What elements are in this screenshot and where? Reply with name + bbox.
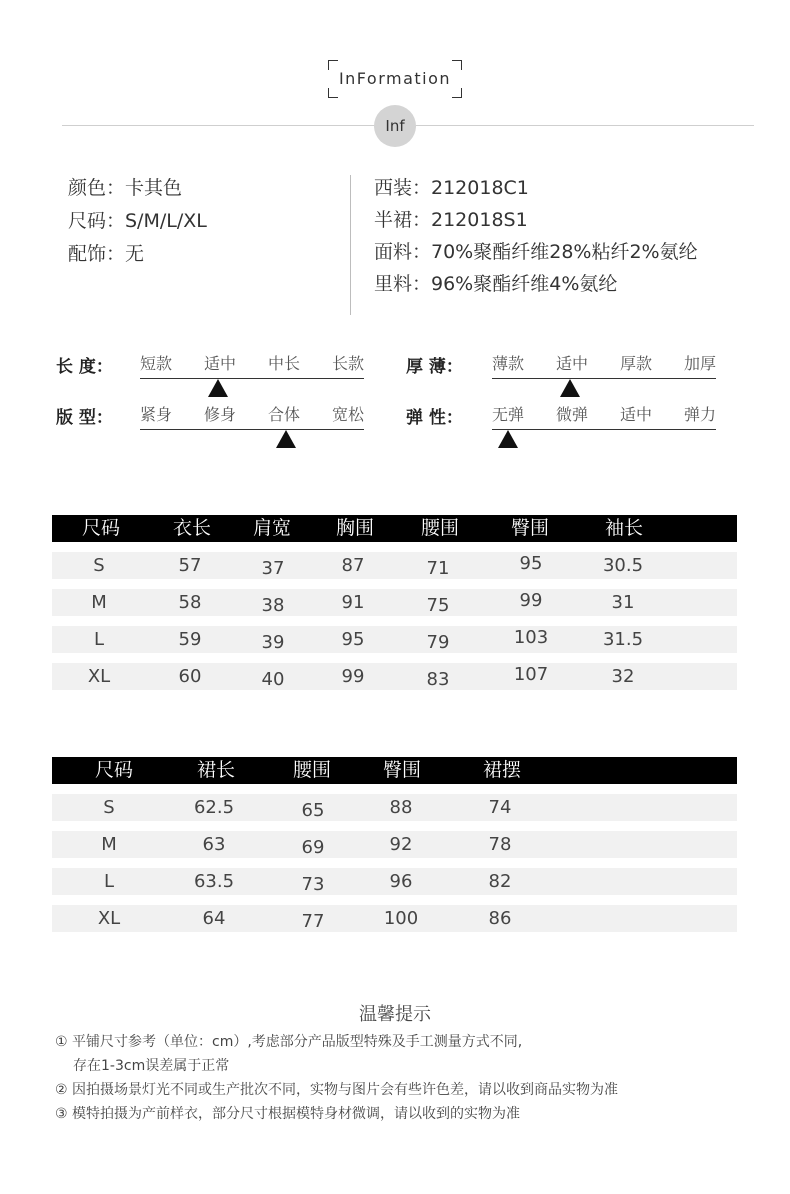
column-header: 肩宽 (252, 517, 292, 539)
table-cell: 32 (611, 666, 635, 687)
table-cell: 73 (301, 874, 325, 895)
table-cell: 77 (301, 911, 325, 932)
elasticity-option: 弹力 (683, 405, 716, 424)
table-row (52, 552, 737, 579)
thickness-option: 加厚 (683, 354, 716, 373)
table-cell: L (93, 629, 105, 650)
table-cell: 79 (426, 632, 450, 653)
column-header: 尺码 (81, 517, 121, 539)
table-cell: 82 (488, 871, 512, 892)
fit-option: 修身 (203, 405, 236, 424)
column-header: 胸围 (335, 517, 375, 539)
table-cell: 65 (301, 800, 325, 821)
table-cell: 71 (426, 558, 450, 579)
column-header: 裙长 (196, 759, 236, 781)
suit-code: 西装：212018C1 (374, 177, 529, 199)
table-cell: 87 (341, 555, 365, 576)
table-cell: 63.5 (193, 871, 235, 892)
scale-line (140, 378, 364, 379)
table-cell: 78 (488, 834, 512, 855)
fit-option: 宽松 (331, 405, 364, 424)
table-cell: S (103, 797, 115, 818)
elasticity-indicator-arrow-icon (498, 430, 518, 448)
elasticity-option: 微弹 (555, 405, 588, 424)
inf-badge: Inf (374, 105, 416, 147)
fit-indicator-arrow-icon (276, 430, 296, 448)
tip-note: 存在1-3cm误差属于正常 (73, 1058, 230, 1074)
table-row (52, 868, 737, 895)
table-cell: 96 (389, 871, 413, 892)
column-header: 腰围 (292, 759, 332, 781)
table-cell: 31 (611, 592, 635, 613)
elasticity-option: 无弹 (492, 405, 525, 424)
table-row (52, 626, 737, 653)
table-cell: 74 (488, 797, 512, 818)
table-cell: 57 (178, 555, 202, 576)
tip-note: ② 因拍摄场景灯光不同或生产批次不同，实物与图片会有些许色差，请以收到商品实物为准 (55, 1082, 618, 1098)
table-row (52, 831, 737, 858)
table-row (52, 794, 737, 821)
accessory-info: 配饰：无 (68, 243, 145, 265)
length-option: 中长 (267, 354, 300, 373)
length-option: 短款 (140, 354, 173, 373)
thickness-option: 适中 (555, 354, 588, 373)
skirt-code: 半裙：212018S1 (374, 209, 528, 231)
product-info-left (68, 172, 207, 271)
table-cell: 103 (513, 627, 549, 648)
product-info-right (374, 172, 698, 300)
table-cell: 69 (301, 837, 325, 858)
table-cell: 38 (261, 595, 285, 616)
size-info: 尺码：S/M/L/XL (68, 210, 207, 232)
fit-scale (140, 403, 364, 430)
fit-label: 版 型： (56, 408, 113, 428)
frame-corner (328, 88, 338, 98)
color-info: 颜色：卡其色 (68, 177, 183, 199)
table-cell: 100 (383, 908, 419, 929)
table-cell: 83 (426, 669, 450, 690)
table-cell: 63 (202, 834, 226, 855)
column-header: 衣长 (172, 517, 212, 539)
thickness-label: 厚 薄： (406, 357, 463, 377)
fit-option: 合体 (267, 405, 300, 424)
table-cell: S (93, 555, 105, 576)
skirt-size-table (52, 757, 737, 932)
table-header (52, 757, 737, 784)
thickness-indicator-arrow-icon (560, 379, 580, 397)
table-row (52, 589, 737, 616)
table-cell: 40 (261, 669, 285, 690)
table-cell: L (103, 871, 115, 892)
info-title-frame (328, 60, 462, 98)
table-cell: XL (97, 908, 121, 929)
scale-line (140, 429, 364, 430)
length-indicator-arrow-icon (208, 379, 228, 397)
jacket-size-table (52, 515, 737, 690)
tips-title: 温馨提示 (359, 1004, 431, 1025)
thickness-option: 厚款 (619, 354, 652, 373)
table-cell: 39 (261, 632, 285, 653)
scale-line (492, 378, 716, 379)
table-row (52, 663, 737, 690)
table-cell: 62.5 (193, 797, 235, 818)
column-header: 袖长 (604, 517, 644, 539)
fit-option: 紧身 (140, 405, 173, 424)
length-option: 长款 (331, 354, 364, 373)
frame-corner (452, 88, 462, 98)
column-header: 臀围 (382, 759, 422, 781)
elasticity-label: 弹 性： (406, 408, 463, 428)
column-header: 尺码 (94, 759, 134, 781)
table-cell: 99 (519, 590, 543, 611)
tips-notes (55, 1030, 618, 1126)
table-cell: 31.5 (602, 629, 644, 650)
tip-note: ① 平铺尺寸参考（单位：cm）,考虑部分产品版型特殊及手工测量方式不同, (55, 1034, 523, 1050)
scale-line (492, 429, 716, 430)
length-option: 适中 (203, 354, 236, 373)
column-header: 臀围 (510, 517, 550, 539)
table-cell: 91 (341, 592, 365, 613)
table-cell: 107 (513, 664, 549, 685)
table-cell: 86 (488, 908, 512, 929)
thickness-scale (492, 352, 716, 379)
tip-note: ③ 模特拍摄为产前样衣，部分尺寸根据模特身材微调，请以收到的实物为准 (55, 1106, 520, 1122)
table-cell: XL (87, 666, 111, 687)
elasticity-scale (492, 403, 716, 430)
table-cell: 99 (341, 666, 365, 687)
table-row (52, 905, 737, 932)
lining-info: 里料：96%聚酯纤维4%氨纶 (374, 273, 618, 295)
table-cell: 75 (426, 595, 450, 616)
elasticity-option: 适中 (619, 405, 652, 424)
column-header: 腰围 (420, 517, 460, 539)
thickness-option: 薄款 (492, 354, 525, 373)
table-cell: 60 (178, 666, 202, 687)
vertical-divider (350, 175, 351, 315)
table-cell: M (91, 592, 107, 613)
table-cell: 88 (389, 797, 413, 818)
table-cell: 95 (341, 629, 365, 650)
table-cell: 92 (389, 834, 413, 855)
table-cell: 58 (178, 592, 202, 613)
column-header: 裙摆 (482, 759, 522, 781)
table-header (52, 515, 737, 542)
section-title: InFormation (338, 69, 452, 88)
length-scale (140, 352, 364, 379)
table-cell: 30.5 (602, 555, 644, 576)
table-cell: 64 (202, 908, 226, 929)
fabric-info: 面料：70%聚酯纤维28%粘纤2%氨纶 (374, 241, 698, 263)
table-cell: 37 (261, 558, 285, 579)
table-cell: M (101, 834, 117, 855)
table-cell: 95 (519, 553, 543, 574)
length-label: 长 度： (56, 357, 113, 377)
table-cell: 59 (178, 629, 202, 650)
